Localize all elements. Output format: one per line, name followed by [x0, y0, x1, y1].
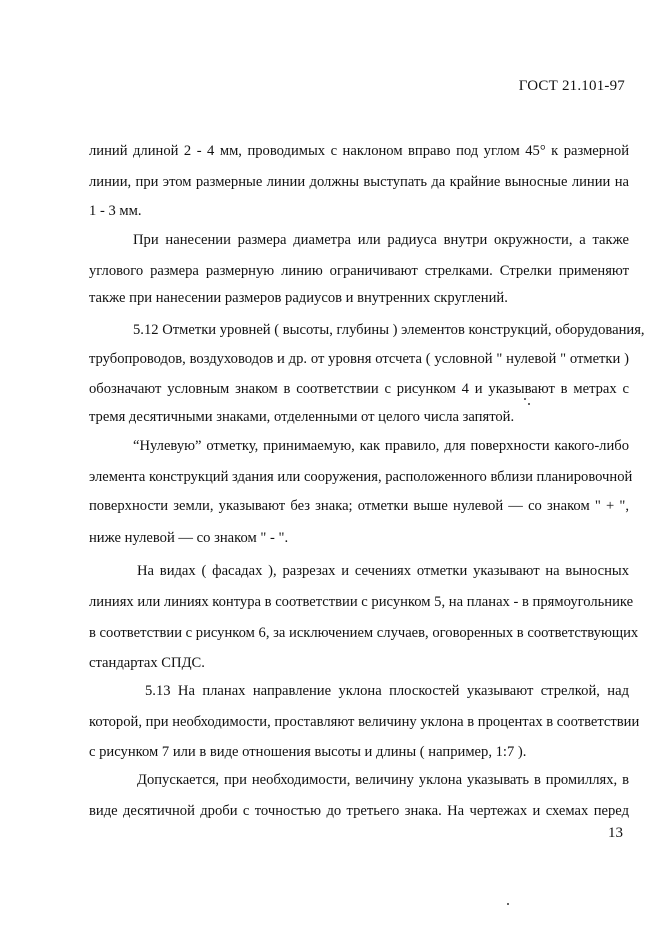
text-line: 1 - 3 мм.: [89, 203, 142, 219]
text-line: 5.13 На планах направление уклона плоскостей указывают стрелкой, над: [145, 683, 629, 699]
text-line: Допускается, при необходимости, величину уклона указывать в промиллях, в: [137, 772, 629, 788]
text-line: углового размера размерную линию ограничивают стрелками. Стрелки применяют: [89, 263, 629, 279]
text-line: с рисунком 7 или в виде отношения высоты и длины ( например, 1:7 ).: [89, 744, 527, 760]
text-line: трубопроводов, воздуховодов и др. от уровня отсчета ( условной " нулевой " отметки ): [89, 351, 629, 367]
text-line: стандартах СПДС.: [89, 655, 205, 671]
text-line: ниже нулевой — со знаком " - ".: [89, 530, 289, 546]
text-line: поверхности земли, указывают без знака; отметки выше нулевой — со знаком " + ",: [89, 498, 629, 514]
text-line: При нанесении размера диаметра или радиуса внутри окружности, а также: [133, 232, 629, 248]
text-line: элемента конструкций здания или сооружения, расположенного вблизи планировочной: [89, 469, 633, 485]
scan-speck: [507, 903, 509, 905]
text-line: линии, при этом размерные линии должны выступать да крайние выносные линии на: [89, 174, 629, 190]
text-line: 5.12 Отметки уровней ( высоты, глубины ) элементов конструкций, оборудования,: [133, 322, 645, 338]
document-header: ГОСТ 21.101-97: [518, 78, 625, 94]
text-line: линиях или линиях контура в соответствии с рисунком 5, на планах - в прямоугольнике: [89, 594, 634, 610]
text-line: обозначают условным знаком в соответствии с рисунком 4 и указывают в метрах с: [89, 381, 629, 397]
scan-speck: [528, 403, 530, 405]
scan-speck: [524, 398, 526, 400]
text-line: также при нанесении размеров радиусов и внутренних скруглений.: [89, 290, 508, 306]
text-line: линий длиной 2 - 4 мм, проводимых с наклоном вправо под углом 45° к размерной: [89, 143, 629, 159]
text-line: которой, при необходимости, проставляют величину уклона в процентах в соответствии: [89, 714, 640, 730]
text-line: в соответствии с рисунком 6, за исключением случаев, оговоренных в соответствующих: [89, 625, 639, 641]
text-line: “Нулевую” отметку, принимаемую, как правило, для поверхности какого-либо: [133, 438, 629, 454]
text-line: На видах ( фасадах ), разрезах и сечениях отметки указывают на выносных: [137, 563, 629, 579]
text-line: тремя десятичными знаками, отделенными от целого числа запятой.: [89, 409, 515, 425]
text-line: виде десятичной дроби с точностью до третьего знака. На чертежах и схемах перед: [89, 803, 629, 819]
page-number: 13: [608, 825, 623, 841]
